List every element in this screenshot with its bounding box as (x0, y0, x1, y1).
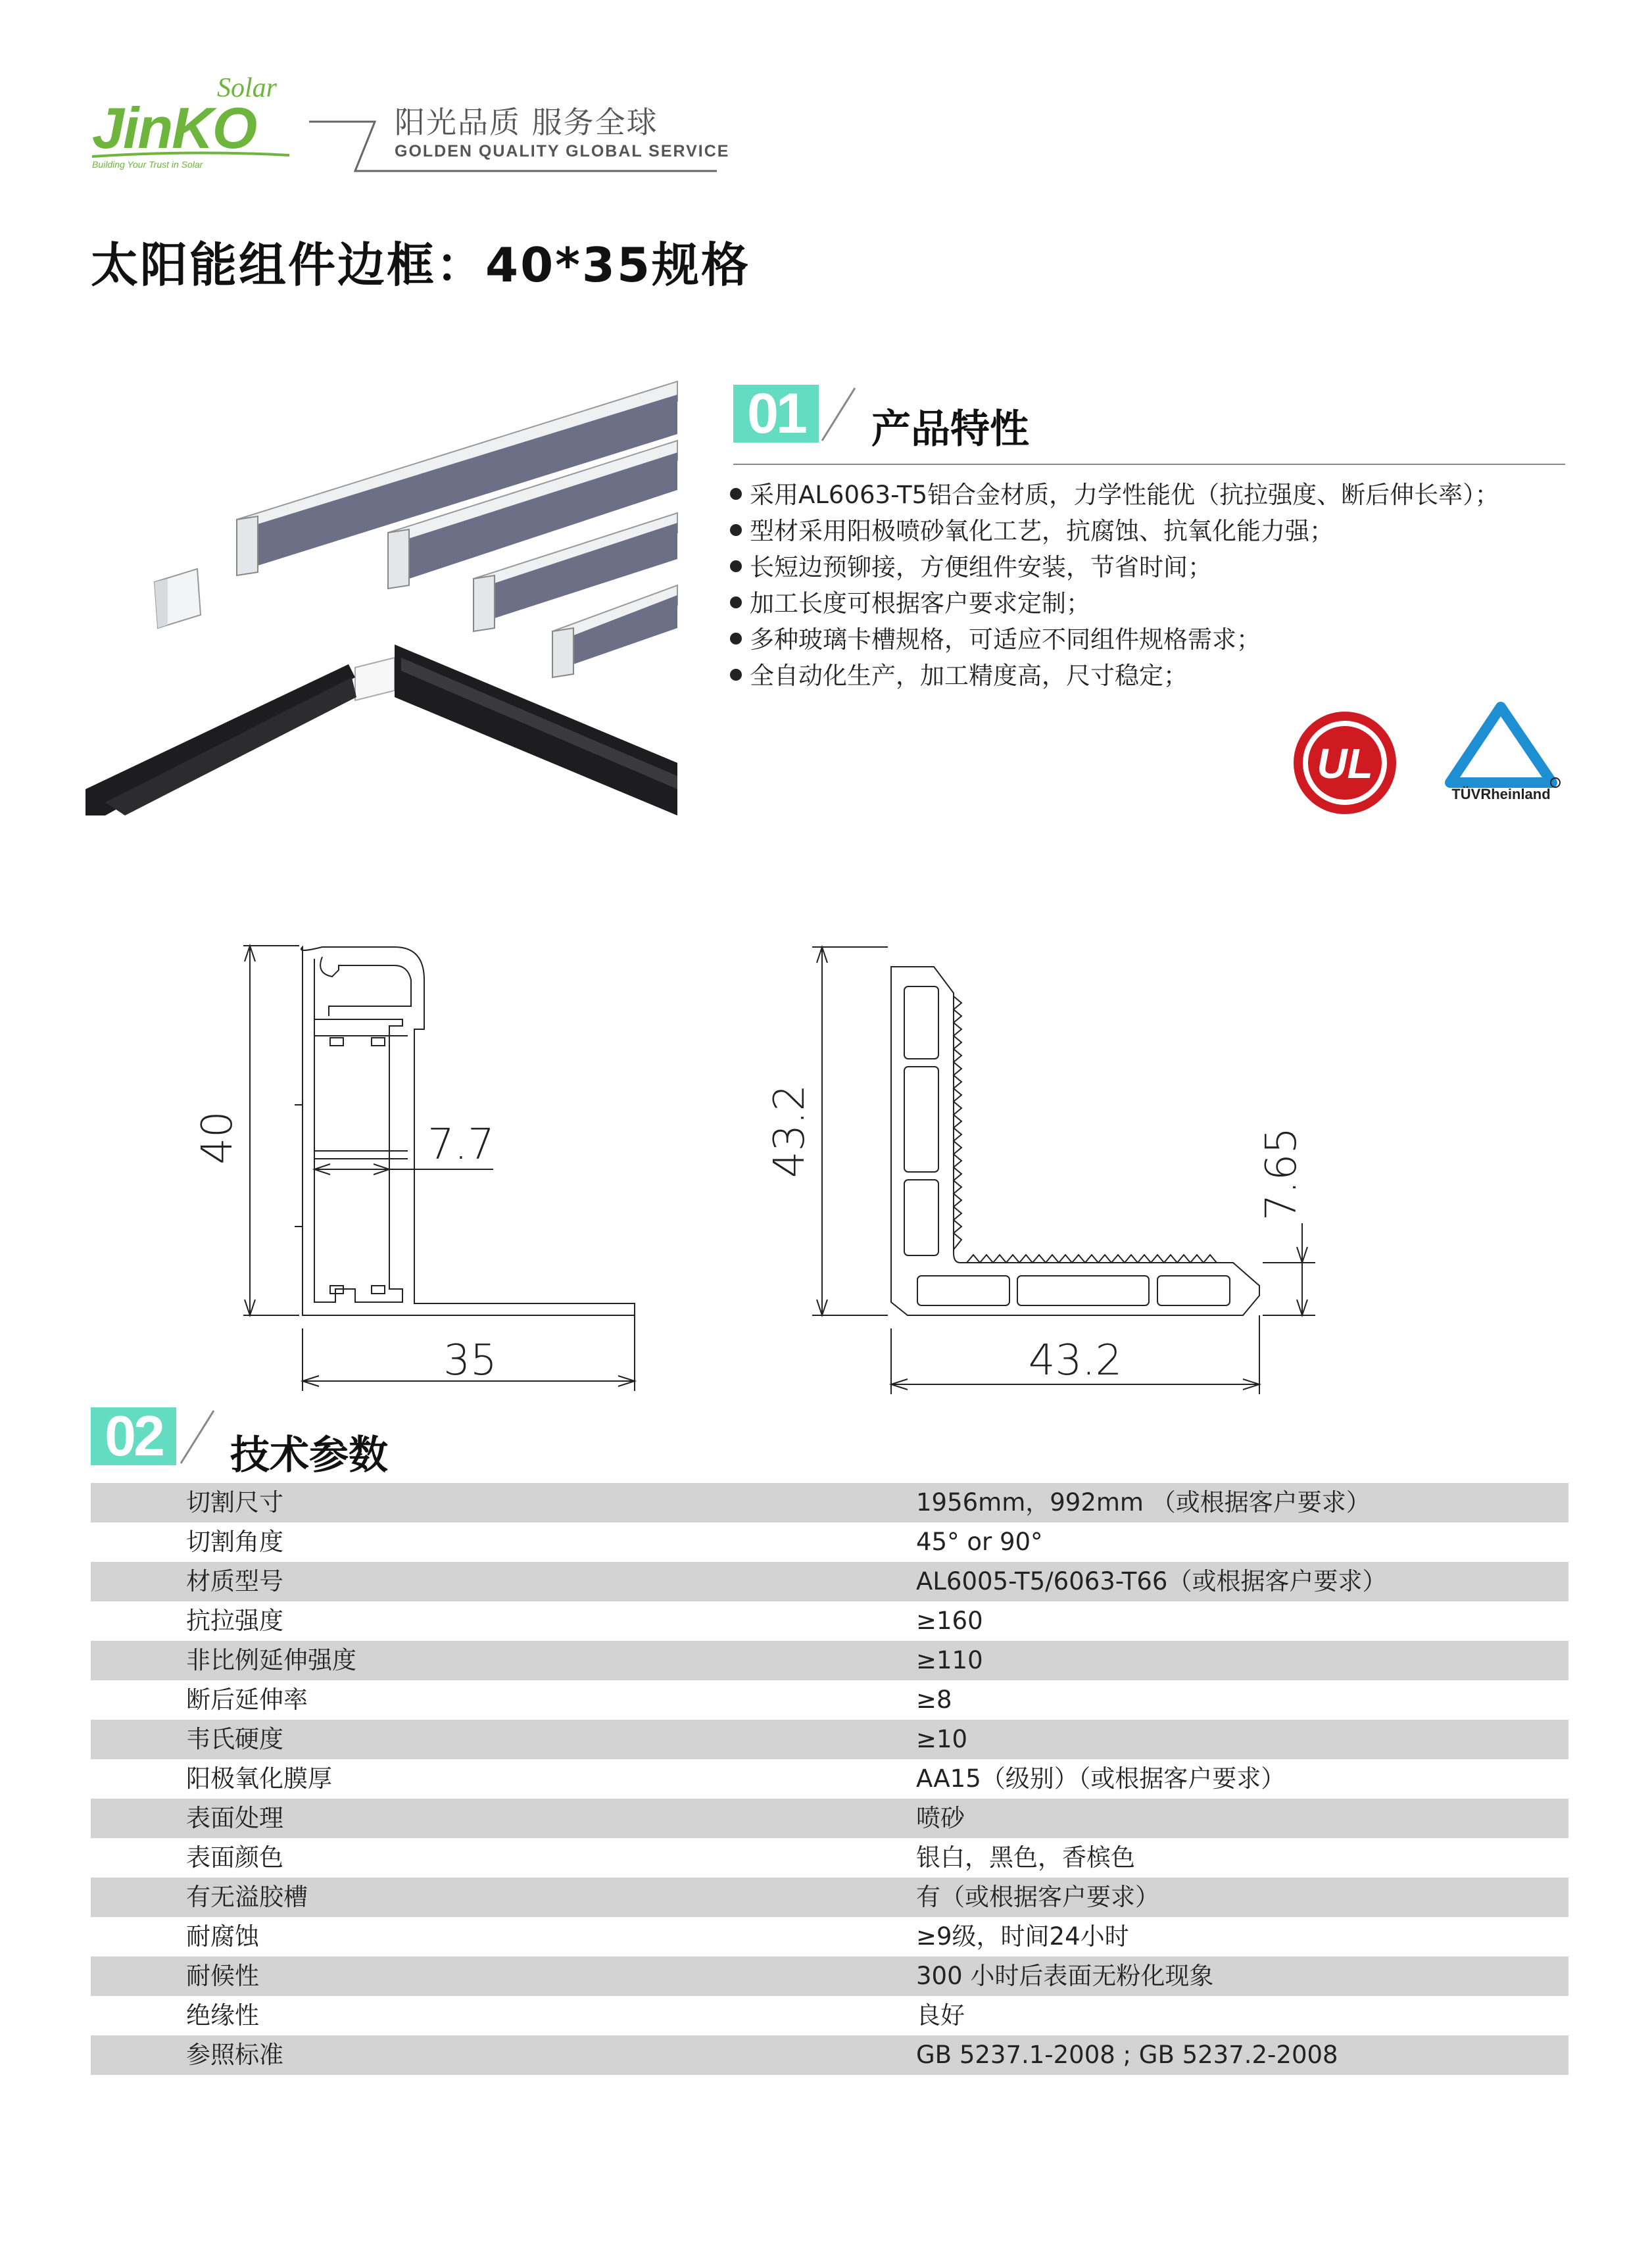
table-row (91, 1641, 1568, 1680)
spec-value: ≥10 (916, 1725, 968, 1753)
feature-item: 型材采用阳极喷砂氧化工艺，抗腐蚀、抗氧化能力强； (730, 513, 1585, 549)
bullet-icon (730, 524, 742, 536)
table-row (91, 1957, 1568, 1996)
brand-logo (85, 66, 309, 178)
spec-key: 材质型号 (186, 1567, 283, 1595)
slogan-chinese: 阳光品质 服务全球 (395, 105, 658, 140)
profile-drawing-40x35 (193, 921, 677, 1407)
table-row (91, 1522, 1568, 1562)
spec-value: 300 小时后表面无粉化现象 (916, 1962, 1214, 1990)
bullet-icon (730, 488, 742, 500)
table-row (91, 1799, 1568, 1838)
bullet-icon (730, 596, 742, 608)
spec-key: 切割尺寸 (186, 1488, 283, 1517)
silver-profile-4 (552, 585, 677, 677)
spec-value: ≥160 (916, 1607, 983, 1635)
table-row (91, 1917, 1568, 1957)
spec-value: 有（或根据客户要求） (916, 1883, 1159, 1911)
table-row (91, 1601, 1568, 1641)
table-row (91, 1759, 1568, 1799)
spec-key: 韦氏硬度 (186, 1725, 283, 1753)
tuv-label: TÜVRheinland (1451, 786, 1551, 802)
spec-value: 1956mm，992mm （或根据客户要求） (916, 1488, 1371, 1517)
spec-value: AL6005-T5/6063-T66（或根据客户要求） (916, 1567, 1387, 1595)
feature-list (730, 477, 1585, 694)
spec-key: 切割角度 (186, 1528, 283, 1556)
section2-slash-icon (178, 1407, 217, 1467)
section2-title: 技术参数 (230, 1432, 388, 1478)
spec-value: ≥110 (916, 1646, 983, 1674)
table-row (91, 1838, 1568, 1878)
bullet-icon (730, 560, 742, 572)
dim-slot-label: 7.7 (427, 1121, 495, 1169)
brand-name: JinKO (92, 95, 256, 160)
feature-item: 加工长度可根据客户要求定制； (730, 585, 1585, 621)
dim-width-label: 35 (443, 1336, 497, 1385)
spec-value: 银白，黑色，香槟色 (916, 1843, 1135, 1872)
spec-value: ≥8 (916, 1686, 952, 1714)
product-illustration (85, 368, 684, 815)
table-row (91, 2035, 1568, 2075)
section2-number: 02 (91, 1407, 176, 1465)
spec-value: 良好 (916, 2001, 965, 2030)
corner-key-white (355, 658, 395, 700)
corner-key-drawing-43x43 (765, 921, 1328, 1407)
logo-swoosh-icon (92, 151, 289, 158)
table-row (91, 1878, 1568, 1917)
feature-item: 采用AL6063-T5铝合金材质，力学性能优（抗拉强度、断后伸长率）； (730, 477, 1585, 513)
table-row (91, 1680, 1568, 1720)
spec-key: 断后延伸率 (186, 1686, 308, 1714)
spec-table (91, 1483, 1568, 2075)
corner-key-silver (155, 569, 201, 628)
feature-item: 全自动化生产，加工精度高，尺寸稳定； (730, 658, 1585, 694)
spec-key: 耐候性 (186, 1962, 259, 1990)
dim-width-label: 43.2 (1028, 1336, 1123, 1385)
spec-key: 参照标准 (186, 2041, 283, 2069)
ul-certification-icon (1289, 707, 1401, 819)
table-row (91, 1483, 1568, 1522)
page-title: 太阳能组件边框：40*35规格 (91, 237, 751, 293)
section1-slash-icon (819, 385, 858, 444)
spec-key: 表面颜色 (186, 1843, 283, 1872)
section1-rule (733, 464, 1565, 465)
spec-value: 喷砂 (916, 1804, 965, 1832)
spec-key: 表面处理 (186, 1804, 283, 1832)
spec-value: GB 5237.1-2008 ; GB 5237.2-2008 (916, 2041, 1338, 2069)
bullet-icon (730, 669, 742, 681)
dim-height-label: 43.2 (765, 1084, 814, 1179)
spec-value: 45° or 90° (916, 1528, 1043, 1556)
spec-key: 有无溢胶槽 (186, 1883, 308, 1911)
spec-key: 耐腐蚀 (186, 1922, 259, 1951)
dim-height-label: 40 (193, 1111, 242, 1165)
section1-title: 产品特性 (871, 406, 1029, 452)
feature-item: 长短边预铆接，方便组件安装，节省时间； (730, 549, 1585, 585)
spec-key: 抗拉强度 (186, 1607, 283, 1635)
section1-number: 01 (733, 385, 819, 443)
spec-key: 阳极氧化膜厚 (186, 1764, 332, 1793)
spec-key: 绝缘性 (186, 2001, 259, 2030)
bullet-icon (730, 633, 742, 644)
spec-value: AA15（级别）（或根据客户要求） (916, 1764, 1286, 1793)
dim-step-label: 7.65 (1257, 1127, 1306, 1221)
spec-value: ≥9级，时间24小时 (916, 1922, 1129, 1951)
spec-key: 非比例延伸强度 (186, 1646, 356, 1674)
feature-item: 多种玻璃卡槽规格，可适应不同组件规格需求； (730, 621, 1585, 658)
table-row (91, 1720, 1568, 1759)
brand-suffix: Solar (217, 73, 278, 103)
svg-text:UL: UL (1317, 740, 1373, 787)
brand-tagline: Building Your Trust in Solar (92, 159, 203, 170)
slogan-english: GOLDEN QUALITY GLOBAL SERVICE (395, 142, 730, 160)
table-row (91, 1562, 1568, 1601)
table-row (91, 1996, 1568, 2035)
